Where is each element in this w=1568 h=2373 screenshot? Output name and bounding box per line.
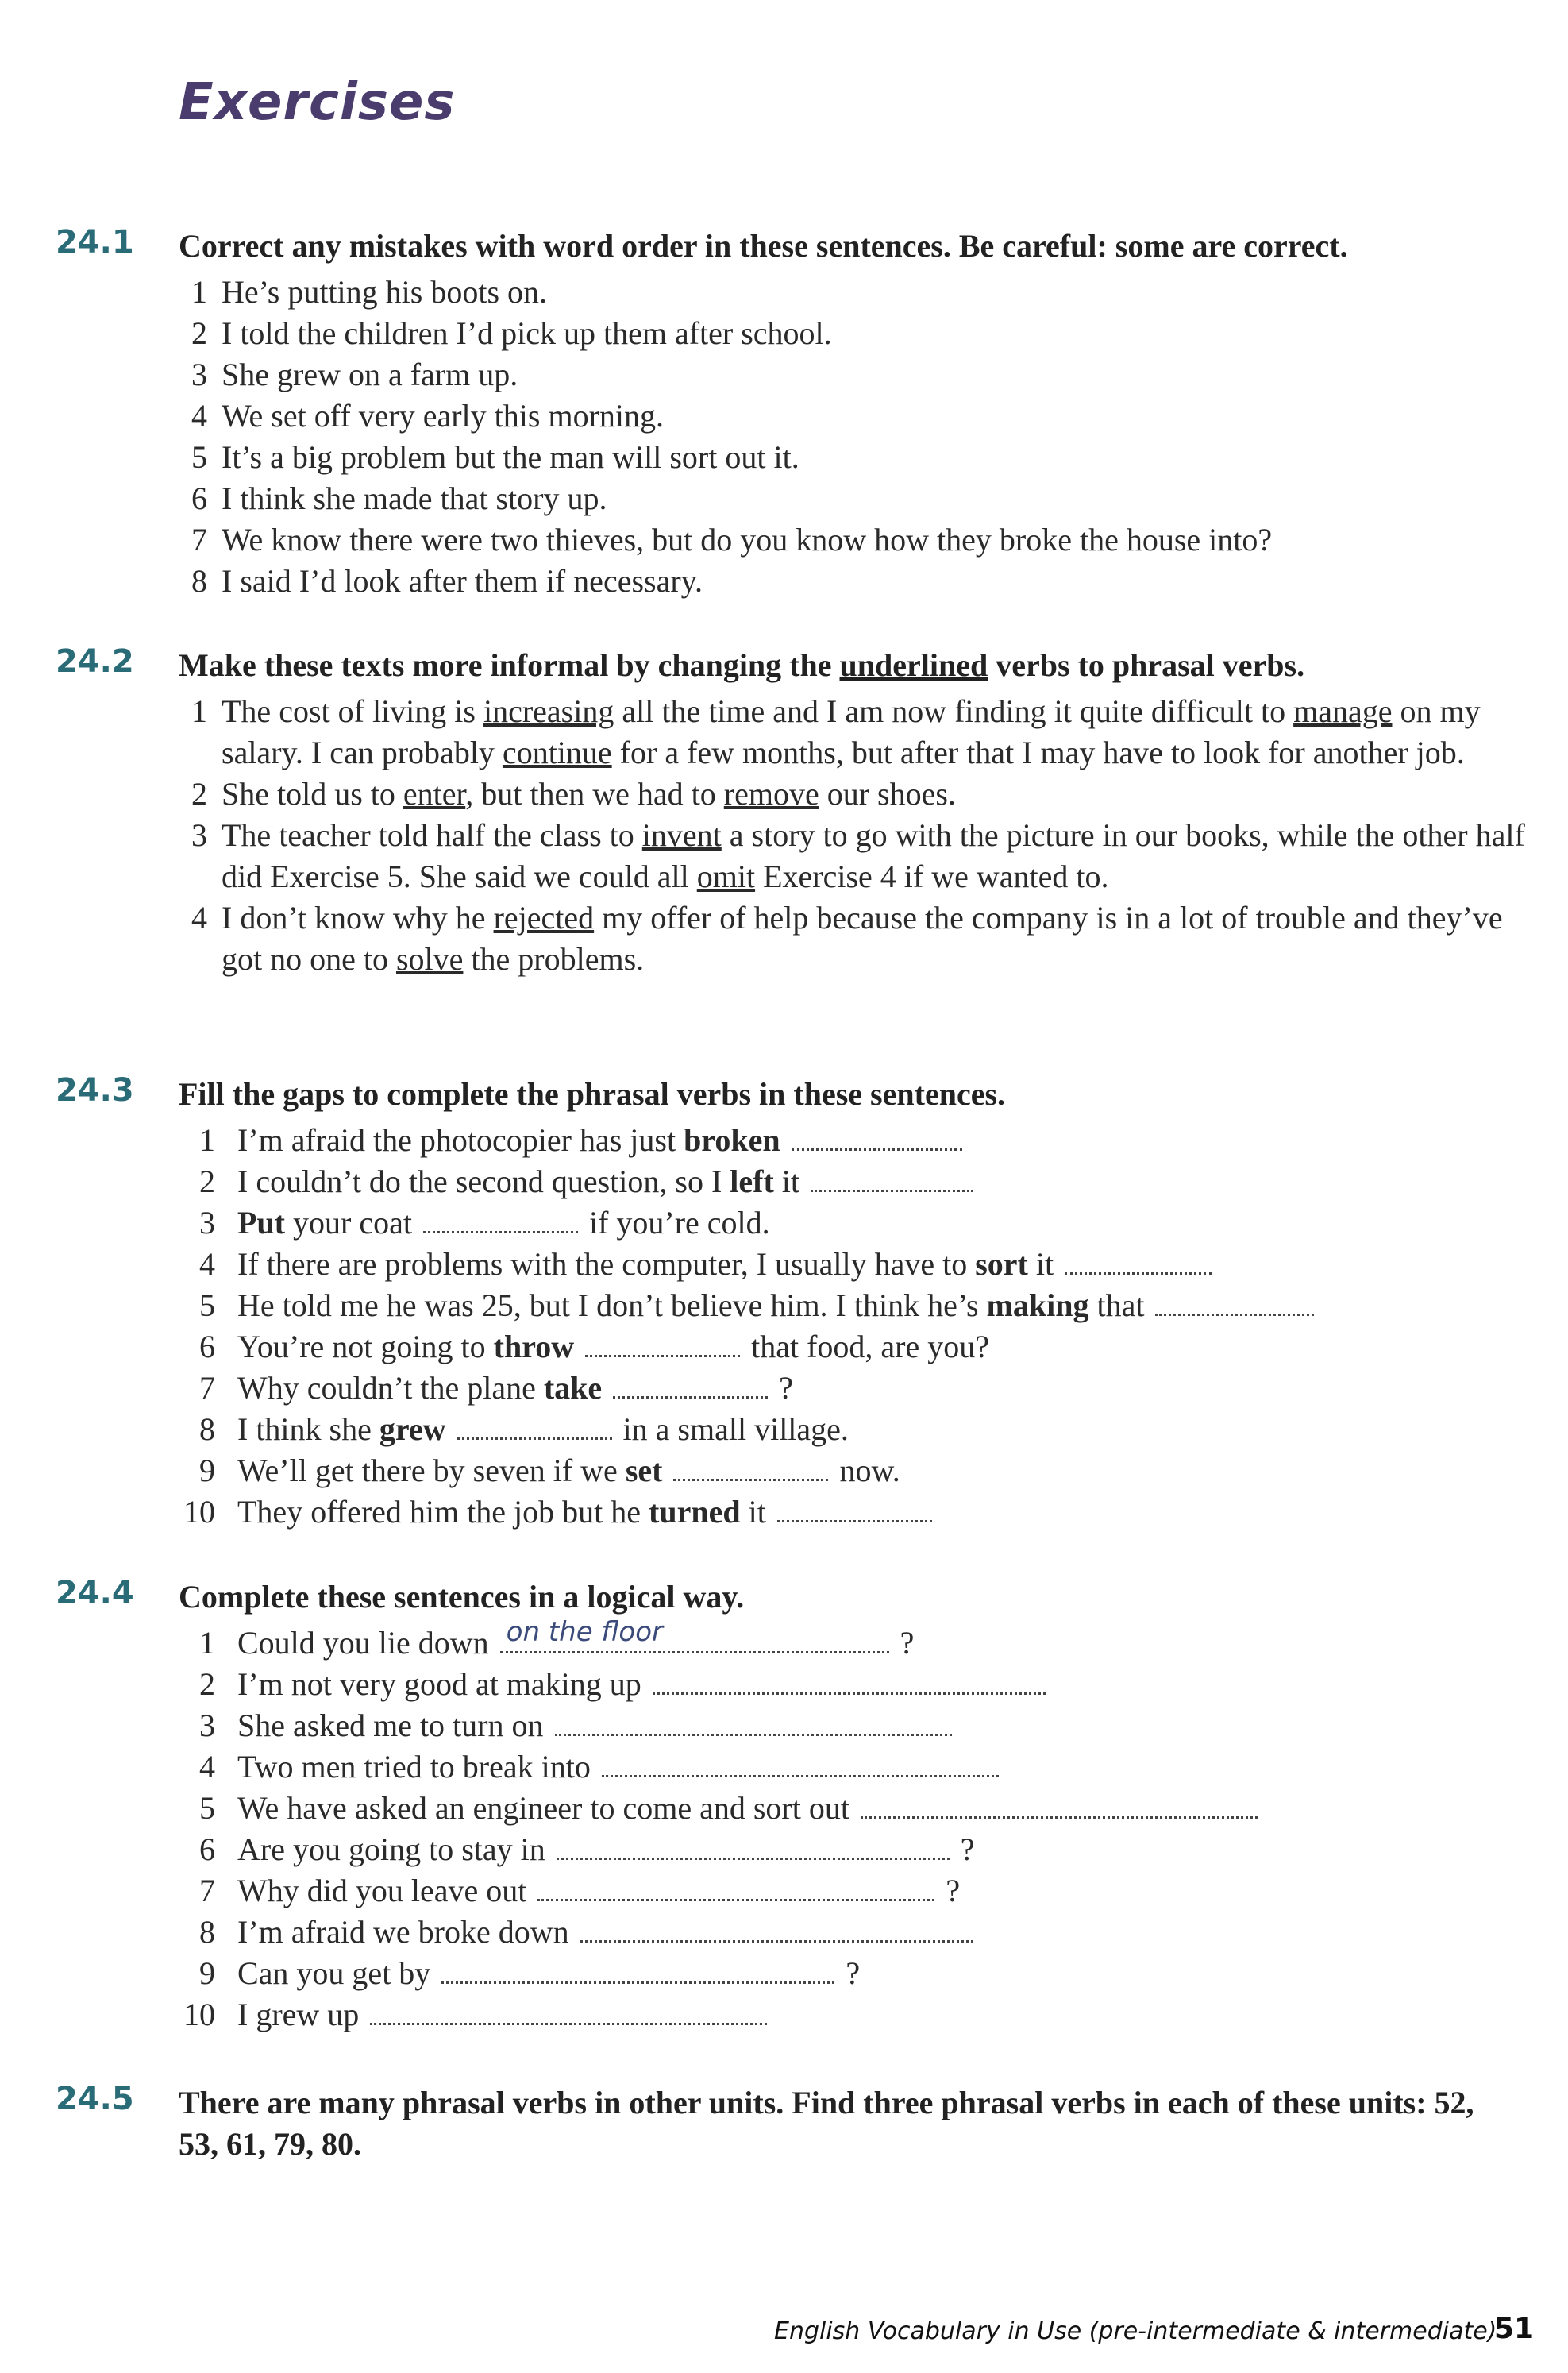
phrasal-verb: turned [649,1494,741,1530]
item-text: it [740,1494,766,1530]
item-text: ? [952,1831,975,1867]
underlined-verb: invent [641,817,722,853]
item-number: 6 [199,1329,215,1364]
exercise-instruction [179,645,1528,686]
item-text: ? [892,1625,915,1661]
item-number: 3 [191,817,207,853]
item-text: I don’t know why he [222,900,494,936]
item-text: it [773,1163,800,1199]
item-text: , but then we had to [465,776,724,812]
item-number: 3 [199,1205,215,1241]
exercise-items [179,1120,1544,1533]
item-number: 8 [191,563,207,599]
item-text: We set off very early this morning. [222,398,665,434]
item-text: ? [771,1370,793,1406]
item-text: I’m afraid we broke down [237,1914,569,1950]
list-item [179,1705,1544,1746]
item-text: Exercise 4 if we wanted to. [755,859,1109,894]
item-text: ? [938,1873,961,1908]
answer-blank[interactable] [602,1753,999,1777]
list-item [179,561,1544,602]
list-item [179,1953,1544,1994]
item-text: in a small village. [614,1411,849,1447]
gap-blank[interactable] [423,1209,578,1233]
list-item [179,1450,1544,1491]
item-text: Two men tried to break into [237,1749,591,1785]
list-item [179,897,1544,980]
list-item [179,691,1544,774]
exercise-items [179,691,1544,980]
list-item [179,1870,1544,1912]
gap-blank[interactable] [777,1498,932,1522]
answer-blank[interactable] [555,1711,952,1736]
exercise-instruction: Fill the gaps to complete the phrasal verbs in these sentences. [179,1076,1006,1112]
list-item [179,396,1544,437]
item-number: 10 [183,1997,215,2032]
item-number: 5 [199,1287,215,1323]
list-item [179,519,1544,561]
item-text: Are you going to stay in [237,1831,545,1867]
page-number: 51 [1494,2313,1535,2345]
phrasal-verb: throw [493,1329,575,1364]
phrasal-verb: set [625,1453,663,1488]
item-text: We know there were two thieves, but do you know how they broke the house into? [222,522,1273,558]
exercise-number: 24.4 [56,1575,134,1611]
item-text: I said I’d look after them if necessary. [222,563,703,599]
item-text: You’re not going to [237,1329,494,1364]
list-item [179,774,1544,815]
list-item [179,1829,1544,1870]
item-text: on my salary. I can probably [222,693,1481,770]
item-text: If there are problems with the computer, I usually have to [237,1246,976,1282]
item-text: your coat [285,1205,412,1241]
list-item [179,1994,1544,2035]
list-item [179,478,1544,519]
item-number: 2 [191,776,207,812]
exercise-instruction: Complete these sentences in a logical way. [179,1579,745,1615]
gap-blank[interactable] [585,1333,740,1357]
answer-blank[interactable] [653,1670,1046,1695]
item-number: 2 [191,315,207,351]
item-text: that food, are you? [743,1329,989,1364]
item-text: Why couldn’t the plane [237,1370,544,1406]
gap-blank[interactable] [811,1167,973,1192]
instruction-text: Make these texts more informal by changing the [179,647,840,683]
gap-blank[interactable] [673,1457,828,1481]
item-text: She grew on a farm up. [222,357,518,392]
item-text: Can you get by [237,1955,431,1991]
underlined-verb: continue [502,735,612,770]
item-text: a story to go with the picture in our books, while the other half did Exercise 5. She said we could all [222,817,1525,894]
phrasal-verb: broken [684,1122,780,1158]
exercise-number: 24.3 [56,1072,134,1109]
item-text: now. [831,1453,900,1488]
underlined-verb: manage [1293,693,1393,729]
item-number: 4 [191,398,207,434]
item-text: The cost of living is [222,693,483,729]
exercise-items [179,272,1544,602]
item-text: We have asked an engineer to come and sort out [237,1790,849,1826]
list-item [179,437,1544,478]
underlined-verb: remove [723,776,819,812]
item-number: 1 [191,274,207,310]
list-item [179,1285,1544,1326]
answer-blank[interactable] [537,1877,934,1901]
phrasal-verb: sort [975,1246,1028,1282]
gap-blank[interactable] [792,1126,962,1151]
phrasal-verb: grew [379,1411,446,1447]
list-item [179,313,1544,354]
answer-blank[interactable] [370,2001,767,2025]
item-text: the problems. [463,941,645,977]
item-text: I grew up [237,1997,360,2032]
answer-blank[interactable] [557,1835,950,1860]
underlined-verb: increasing [483,693,614,729]
list-item [179,1120,1544,1161]
answer-blank[interactable] [500,1616,889,1653]
item-number: 3 [191,357,207,392]
exercise-number: 24.5 [56,2081,134,2117]
instruction-underlined-word: underlined [839,647,988,683]
phrasal-verb: take [543,1370,603,1406]
item-number: 1 [191,693,207,729]
list-item [179,1491,1544,1533]
item-number: 7 [199,1873,215,1908]
exercise-number: 24.1 [56,224,134,260]
item-number: 2 [199,1163,215,1199]
item-text: It’s a big problem but the man will sort out it. [222,439,799,475]
phrasal-verb: Put [237,1205,285,1241]
phrasal-verb: making [986,1287,1089,1323]
item-number: 7 [199,1370,215,1406]
list-item [179,1368,1544,1409]
exercise-instruction: There are many phrasal verbs in other units. Find three phrasal verbs in each of these units: 52, 53, 61, 79, 80. [179,2085,1474,2162]
item-text: for a few months, but after that I may have to look for another job. [611,735,1465,770]
gap-blank[interactable] [613,1374,768,1399]
item-number: 7 [191,522,207,558]
underlined-verb: omit [696,859,756,894]
item-text: if you’re cold. [580,1205,770,1241]
exercise-number: 24.2 [56,643,134,680]
item-number: 9 [199,1955,215,1991]
item-text: She told us to [222,776,403,812]
item-text: it [1027,1246,1054,1282]
item-number: 9 [199,1453,215,1488]
item-text: I’m afraid the photocopier has just [237,1122,684,1158]
item-text: She asked me to turn on [237,1707,544,1743]
list-item [179,1326,1544,1368]
instruction-text: verbs to phrasal verbs. [988,647,1305,683]
item-number: 6 [191,480,207,516]
item-text: my offer of help because the company is in a lot of trouble and they’ve got no one to [222,900,1503,977]
list-item [179,1161,1544,1202]
item-number: 8 [199,1914,215,1950]
item-number: 3 [199,1707,215,1743]
item-number: 6 [199,1831,215,1867]
handwritten-answer: on the floor [506,1616,663,1648]
item-text: I think she made that story up. [222,480,607,516]
item-text: They offered him the job but he [237,1494,649,1530]
list-item [179,1746,1544,1788]
item-text: that [1088,1287,1145,1323]
underlined-verb: rejected [493,900,595,936]
item-text: Why did you leave out [237,1873,527,1908]
item-number: 5 [191,439,207,475]
item-text: I couldn’t do the second question, so I [237,1163,730,1199]
item-number: 8 [199,1411,215,1447]
item-number: 4 [199,1749,215,1785]
item-number: 1 [199,1625,215,1661]
list-item [179,815,1544,897]
book-title-footer: English Vocabulary in Use (pre-intermediate & intermediate) [774,2317,1497,2345]
phrasal-verb: left [730,1163,774,1199]
answer-blank[interactable] [861,1794,1258,1819]
gap-blank[interactable] [457,1415,612,1440]
item-text: our shoes. [819,776,956,812]
list-item [179,272,1544,313]
item-number: 10 [183,1494,215,1530]
list-item [179,1664,1544,1705]
item-number: 5 [199,1790,215,1826]
exercise-items [179,1616,1544,2035]
item-text: Could you lie down [237,1625,489,1661]
item-number: 4 [191,900,207,936]
list-item [179,1202,1544,1244]
item-text: He told me he was 25, but I don’t believe him. I think he’s [237,1287,987,1323]
gap-blank[interactable] [1155,1291,1314,1316]
list-item [179,1788,1544,1829]
item-text: He’s putting his boots on. [222,274,548,310]
list-item [179,1244,1544,1285]
answer-blank[interactable] [580,1918,973,1943]
answer-blank[interactable] [441,1959,834,1984]
underlined-verb: enter [403,776,466,812]
item-text: I think she [237,1411,379,1447]
list-item [179,1409,1544,1450]
underlined-verb: solve [395,941,464,977]
page-title: Exercises [179,73,456,132]
item-text: We’ll get there by seven if we [237,1453,626,1488]
list-item [179,1912,1544,1953]
item-text: I told the children I’d pick up them after school. [222,315,832,351]
item-number: 2 [199,1666,215,1702]
item-text: I’m not very good at making up [237,1666,641,1702]
list-item [179,354,1544,396]
item-number: 4 [199,1246,215,1282]
item-number: 1 [199,1122,215,1158]
list-item [179,1616,1544,1664]
exercise-instruction: Correct any mistakes with word order in these sentences. Be careful: some are correct. [179,228,1348,264]
item-text: ? [838,1955,861,1991]
item-text: all the time and I am now finding it quite difficult to [614,693,1294,729]
gap-blank[interactable] [1065,1250,1212,1275]
item-text: The teacher told half the class to [222,817,642,853]
